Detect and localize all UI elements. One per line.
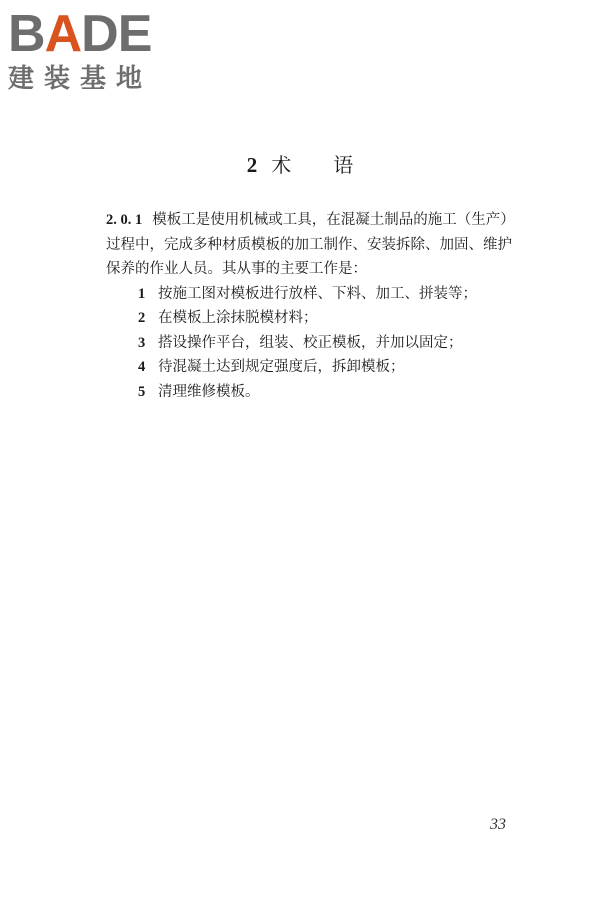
list-item bbox=[106, 306, 546, 331]
clause-line-1 bbox=[106, 208, 546, 233]
clause-text-2: 过程中，完成多种材质模板的加工制作、安装拆除、加固、维护 bbox=[106, 236, 512, 253]
chapter-number: 2 bbox=[246, 153, 258, 177]
list-item-text: 按施工图对模板进行放样、下料、加工、拼装等； bbox=[158, 285, 477, 302]
logo-chinese-name: 建装基地 bbox=[8, 64, 153, 94]
list-item-text: 在模板上涂抹脱模材料； bbox=[158, 310, 318, 326]
logo-letter-a: A bbox=[44, 5, 82, 63]
chapter-heading bbox=[0, 150, 600, 180]
logo-letter-d: D bbox=[81, 5, 118, 63]
list-item-number: 4 bbox=[138, 359, 146, 375]
list-item bbox=[106, 331, 546, 356]
list-item-number: 1 bbox=[138, 285, 146, 302]
clause-line-2 bbox=[106, 233, 546, 258]
list-item-text: 待混凝土达到规定强度后，拆卸模板； bbox=[158, 359, 405, 375]
logo-wordmark bbox=[8, 6, 178, 62]
clause-text-3: 保养的作业人员。其从事的主要工作是： bbox=[106, 261, 367, 277]
clause-line-3 bbox=[106, 257, 546, 282]
list-item-number: 2 bbox=[138, 310, 146, 326]
list-item-text: 搭设操作平台，组装、校正模板，并加以固定； bbox=[158, 334, 463, 351]
clause-text-1: 模板工是使用机械或工具，在混凝土制品的施工（生产） bbox=[152, 212, 515, 228]
list-item-text: 清理维修模板。 bbox=[158, 383, 260, 400]
page-number: 33 bbox=[490, 816, 506, 833]
chapter-title-part2: 语 bbox=[333, 153, 354, 177]
clause-number: 2. 0. 1 bbox=[106, 212, 143, 228]
chapter-title-part1: 术 bbox=[271, 153, 292, 177]
logo-letter-e: E bbox=[117, 5, 152, 63]
clause-body bbox=[106, 208, 546, 404]
list-item-number: 3 bbox=[138, 334, 146, 351]
list-item bbox=[106, 282, 546, 307]
list-item bbox=[106, 380, 546, 405]
list-item bbox=[106, 355, 546, 380]
bade-logo bbox=[8, 6, 178, 94]
list-item-number: 5 bbox=[138, 383, 146, 400]
logo-letter-b: B bbox=[8, 5, 45, 63]
